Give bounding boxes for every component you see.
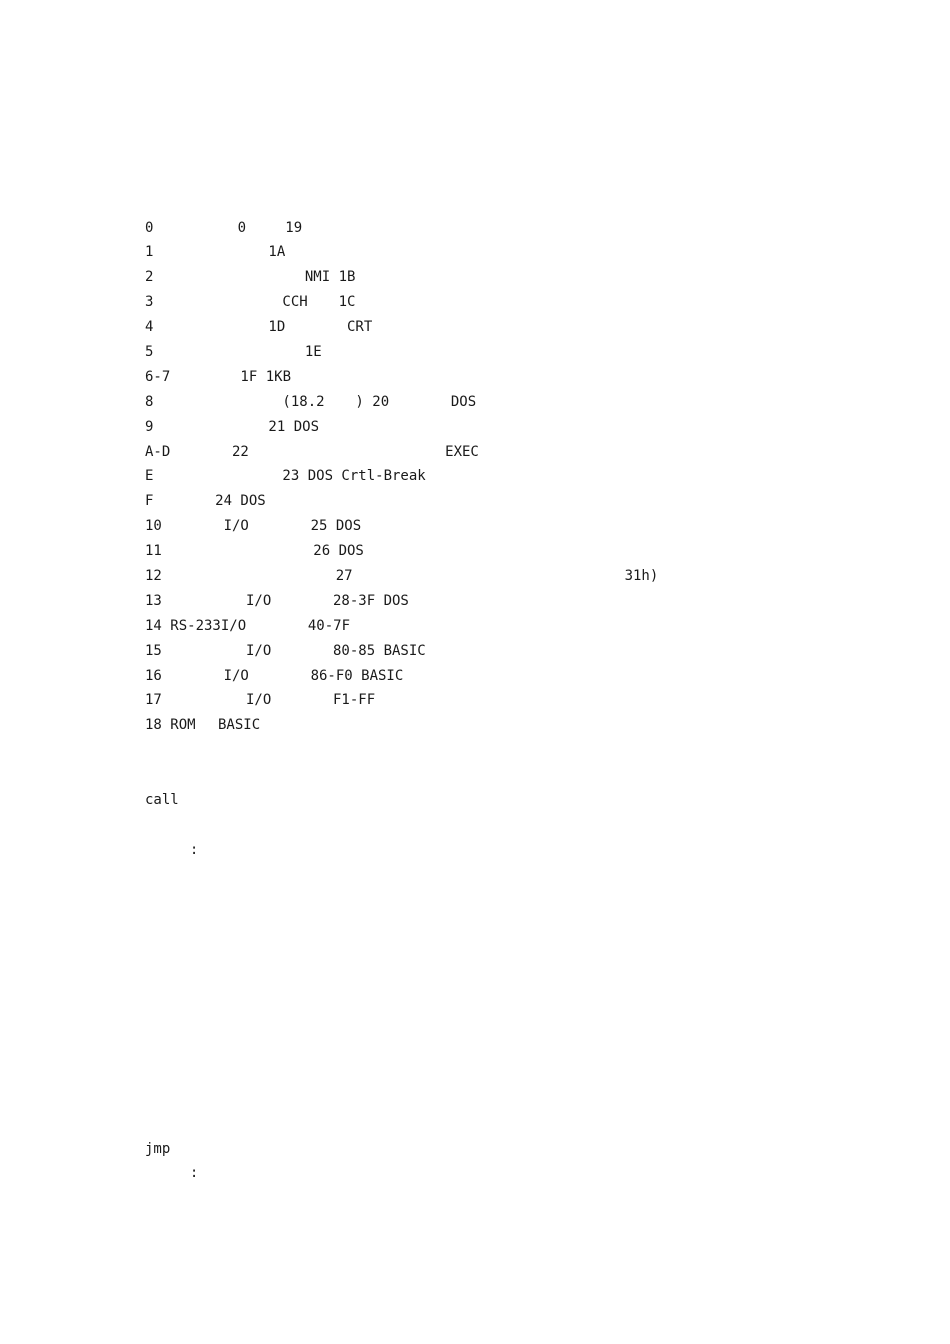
header-line	[145, 116, 905, 141]
interrupt-row-e: E 23 DOS Crtl-Break	[145, 468, 491, 485]
call-format-line-2	[145, 913, 905, 938]
interrupt-row-18: 18 ROM BASIC	[145, 717, 297, 734]
interrupt-row-10: 10 I/O 25 DOS	[145, 518, 440, 535]
interrupt-row-0: 0 0 19	[145, 219, 395, 236]
jmp-format-label: :	[145, 1165, 199, 1182]
call-description-line: call	[145, 792, 499, 809]
interrupt-row-15: 15 I/O 80-85 BASIC	[145, 642, 463, 659]
jmp-description-line: jmp	[145, 1140, 558, 1157]
section-heading-jmp	[145, 1112, 905, 1137]
interrupt-row-f: F 24 DOS	[145, 493, 345, 510]
call-format-line-3	[145, 962, 905, 987]
interrupt-row-16: 16 I/O 86-F0 BASIC	[145, 667, 482, 684]
section-heading-call	[145, 763, 905, 788]
section-heading-interrupt-table	[145, 166, 905, 191]
call-format-line-4	[145, 1012, 905, 1037]
interrupt-row-1: 1 1A	[145, 244, 350, 261]
blank-line	[145, 888, 905, 913]
interrupt-row-14: 14 RS-233I/O 40-7F	[145, 617, 387, 634]
document-body	[145, 116, 905, 1211]
blank-line	[145, 141, 905, 166]
call-format-line-5	[145, 1062, 905, 1087]
blank-line	[145, 937, 905, 962]
blank-line	[145, 1087, 905, 1112]
interrupt-row-2: 2 NMI 1B	[145, 269, 504, 286]
blank-line	[145, 813, 905, 838]
interrupt-row-9: 9 21 DOS	[145, 418, 384, 435]
interrupt-row-a-d: A-D 22 EXEC	[145, 443, 493, 460]
interrupt-row-5: 5 1E	[145, 344, 429, 361]
interrupt-row-13: 13 I/O 28-3F DOS	[145, 592, 446, 609]
call-format-label: :	[145, 841, 199, 858]
interrupt-row-6-7: 6-7 1F 1KB	[145, 368, 356, 385]
table-header-line	[145, 191, 905, 216]
interrupt-row-12: 12 27 31h)	[145, 568, 659, 585]
blank-line	[145, 738, 905, 763]
jmp-format-line-1	[145, 1186, 905, 1211]
interrupt-row-4: 4 1D CRT	[145, 319, 451, 336]
interrupt-row-3: 3 CCH 1C	[145, 294, 504, 311]
interrupt-row-11: 11 26 DOS	[145, 543, 443, 560]
interrupt-row-17: 17 I/O F1-FF	[145, 692, 412, 709]
blank-line	[145, 987, 905, 1012]
interrupt-row-8: 8 (18.2 ) 20 DOS	[145, 393, 513, 410]
call-format-line-1	[145, 863, 905, 888]
blank-line	[145, 1037, 905, 1062]
